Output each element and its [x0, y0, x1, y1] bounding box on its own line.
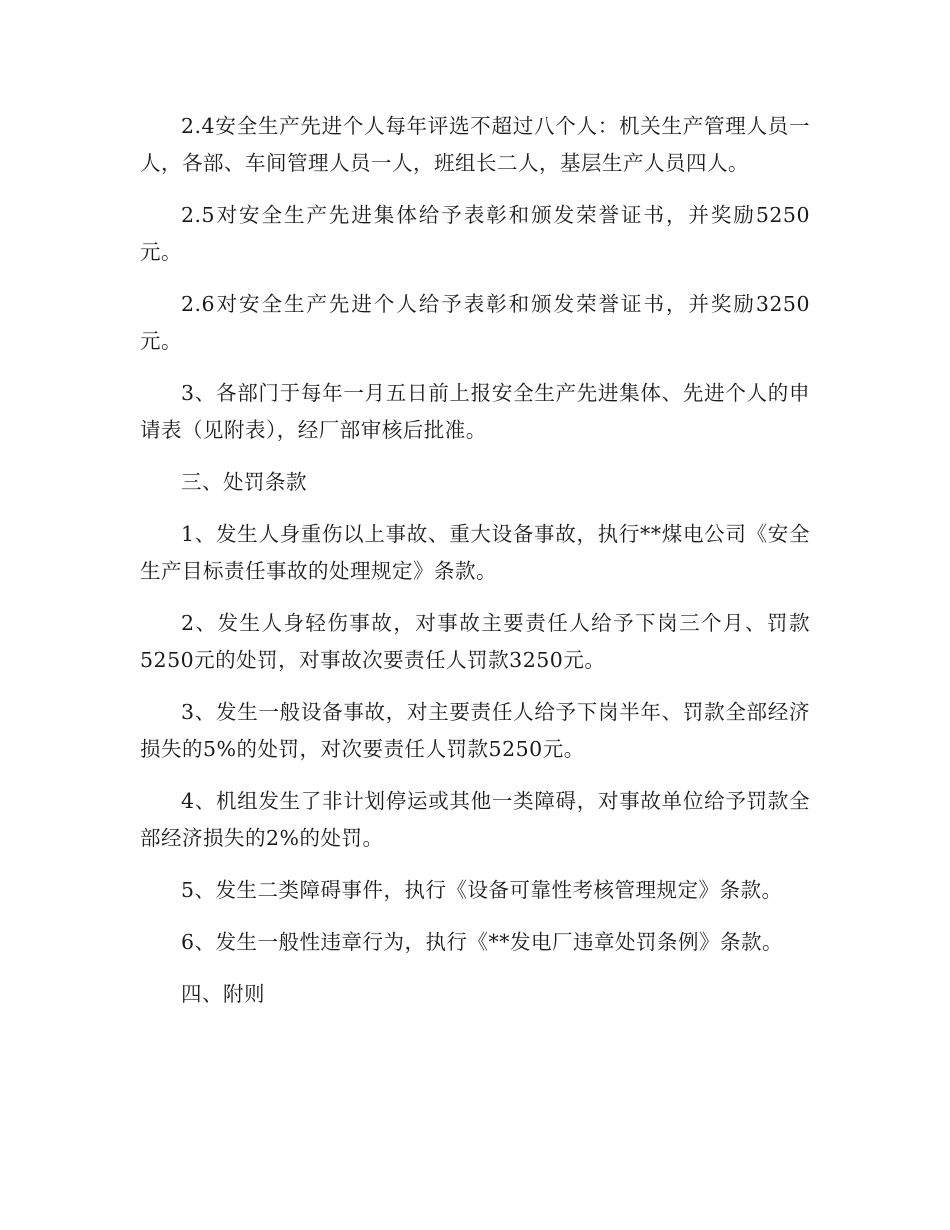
paragraph-penalty-5-class-two-obstacle: 5、发生二类障碍事件，执行《设备可靠性考核管理规定》条款。 [181, 878, 783, 902]
paragraph-penalty-2-minor-injury: 2、发生人身轻伤事故，对事故主要责任人给予下岗三个月、罚款5250元的处罚，对事故次要责任人罚款3250元。 [140, 611, 810, 672]
paragraph-2-5-collective-reward: 2.5对安全生产先进集体给予表彰和颁发荣誉证书，并奖励5250元。 [140, 203, 810, 264]
paragraph-2-6-individual-reward: 2.6对安全生产先进个人给予表彰和颁发荣誉证书，并奖励3250元。 [140, 292, 810, 353]
paragraph-penalty-3-equipment-accident: 3、发生一般设备事故，对主要责任人给予下岗半年、罚款全部经济损失的5%的处罚，对次要责任人罚款5250元。 [140, 700, 810, 761]
paragraph-2-4-advanced-individual-quota: 2.4安全生产先进个人每年评选不超过八个人：机关生产管理人员一人，各部、车间管理人员一人，班组长二人，基层生产人员四人。 [140, 114, 810, 175]
section-heading-supplementary-provisions: 四、附则 [181, 982, 265, 1006]
document-body [140, 108, 810, 1028]
section-heading-penalty-terms: 三、处罚条款 [181, 470, 307, 494]
paragraph-penalty-4-unplanned-outage: 4、机组发生了非计划停运或其他一类障碍，对事故单位给予罚款全部经济损失的2%的处罚。 [140, 789, 810, 850]
paragraph-penalty-6-violation: 6、发生一般性违章行为，执行《**发电厂违章处罚条例》条款。 [181, 930, 784, 954]
paragraph-3-application-deadline: 3、各部门于每年一月五日前上报安全生产先进集体、先进个人的申请表（见附表），经厂部审核后批准。 [140, 381, 810, 442]
paragraph-penalty-1-serious-accident: 1、发生人身重伤以上事故、重大设备事故，执行**煤电公司《安全生产目标责任事故的处理规定》条款。 [140, 522, 810, 583]
